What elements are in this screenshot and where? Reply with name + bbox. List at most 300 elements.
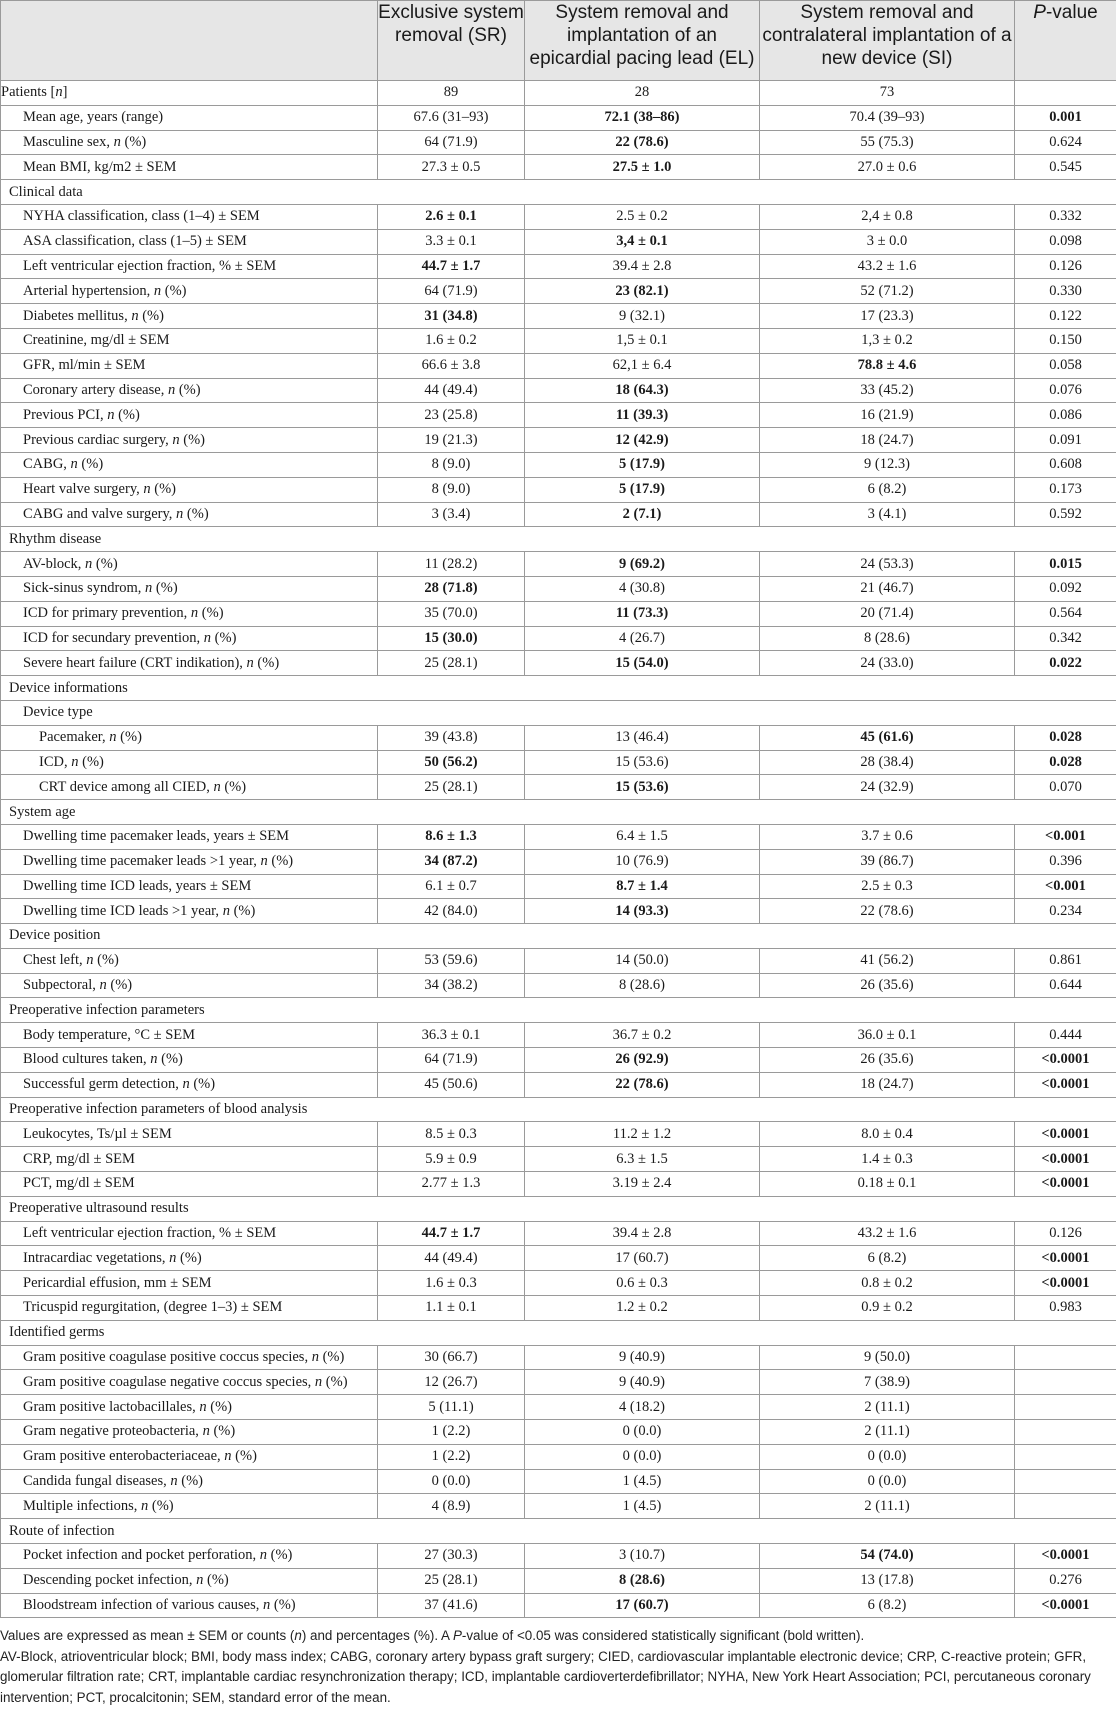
row-label-suffix: (%) (175, 381, 201, 398)
row-label-suffix: (%) (189, 1076, 216, 1093)
value-cell-si: 1,3 ± 0.2 (760, 328, 1015, 353)
value-cell-el: 28 (525, 81, 760, 106)
row-label-text: Dwelling time pacemaker leads, years ± SEM (23, 828, 290, 845)
row-label-suffix: ] (62, 84, 68, 101)
p-value-cell: 0.608 (1015, 452, 1116, 477)
footnote-text: Values are expressed as mean ± SEM or counts ( (0, 1628, 295, 1643)
table-row (1, 1271, 1116, 1296)
row-label-suffix: (%) (92, 555, 118, 572)
row-label-text: Body temperature, °C ± SEM (23, 1026, 196, 1043)
row-label-text: Mean BMI, kg/m2 ± SEM (23, 158, 177, 175)
value-cell-sr: 64 (71.9) (378, 1048, 525, 1073)
value-cell-el: 4 (18.2) (525, 1395, 760, 1420)
value-cell-el: 11.2 ± 1.2 (525, 1122, 760, 1147)
value-cell-sr: 2.77 ± 1.3 (378, 1172, 525, 1197)
value-cell-si: 26 (35.6) (760, 1048, 1015, 1073)
p-value-cell (1015, 1345, 1116, 1370)
row-label-text: Gram positive lactobacillales, (23, 1398, 200, 1415)
value-cell-sr: 34 (38.2) (378, 973, 525, 998)
p-value-cell: 0.592 (1015, 502, 1116, 527)
row-label (1, 1172, 378, 1197)
row-label (1, 477, 378, 502)
row-label-suffix: (%) (179, 431, 206, 448)
row-label-italic: n (311, 1349, 319, 1366)
table-row (1, 750, 1116, 775)
value-cell-si: 78.8 ± 4.6 (760, 353, 1015, 378)
row-label-text: Arterial hypertension, (23, 282, 154, 299)
value-cell-si: 3 ± 0.0 (760, 229, 1015, 254)
table-row (1, 254, 1116, 279)
row-label-italic: n (246, 654, 254, 671)
value-cell-el: 1 (4.5) (525, 1494, 760, 1519)
row-label-italic: n (176, 505, 184, 522)
value-cell-sr: 45 (50.6) (378, 1072, 525, 1097)
footnote-p: P (452, 1628, 462, 1643)
value-cell-el: 11 (73.3) (525, 601, 760, 626)
p-value-cell: <0.0001 (1015, 1072, 1116, 1097)
table-row (1, 948, 1116, 973)
table-row (1, 1494, 1116, 1519)
row-label (1, 725, 378, 750)
table-footnote (0, 1626, 1110, 1708)
row-label (1, 452, 378, 477)
value-cell-si: 2 (11.1) (760, 1420, 1015, 1445)
value-cell-el: 2 (7.1) (525, 502, 760, 527)
table-row (1, 1395, 1116, 1420)
row-label-italic: n (85, 555, 93, 572)
value-cell-el: 5 (17.9) (525, 452, 760, 477)
value-cell-sr: 42 (84.0) (378, 899, 525, 924)
section-label: Identified germs (1, 1320, 1116, 1345)
value-cell-si: 16 (21.9) (760, 403, 1015, 428)
value-cell-sr: 1.6 ± 0.2 (378, 328, 525, 353)
value-cell-el: 15 (54.0) (525, 651, 760, 676)
row-label-text: CABG and valve surgery, (23, 505, 177, 522)
row-label-italic: n (203, 629, 212, 646)
table-row (1, 1246, 1116, 1271)
row-label-italic: n (199, 1398, 207, 1415)
value-cell-si: 33 (45.2) (760, 378, 1015, 403)
value-cell-sr: 5 (11.1) (378, 1395, 525, 1420)
table-row (1, 1444, 1116, 1469)
row-label-suffix: (%) (138, 307, 164, 324)
row-label-suffix: (%) (267, 853, 294, 870)
row-label-suffix: (%) (150, 481, 177, 498)
value-cell-sr: 50 (56.2) (378, 750, 525, 775)
row-label (1, 1122, 378, 1147)
value-cell-si: 2.5 ± 0.3 (760, 874, 1015, 899)
row-label-italic: n (71, 753, 79, 770)
row-label-italic: n (213, 778, 221, 795)
table-row (1, 1221, 1116, 1246)
row-label-text: CRT device among all CIED, (39, 778, 214, 795)
value-cell-si: 45 (61.6) (760, 725, 1015, 750)
table-row (1, 279, 1116, 304)
value-cell-el: 12 (42.9) (525, 428, 760, 453)
p-value-cell: <0.0001 (1015, 1048, 1116, 1073)
table-row (1, 552, 1116, 577)
value-cell-si: 3.7 ± 0.6 (760, 824, 1015, 849)
row-label-text: PCT, mg/dl ± SEM (23, 1175, 135, 1192)
value-cell-sr: 8.6 ± 1.3 (378, 824, 525, 849)
row-label (1, 502, 378, 527)
row-label-text: Coronary artery disease, (23, 381, 168, 398)
p-value-cell: 0.086 (1015, 403, 1116, 428)
value-cell-si: 2 (11.1) (760, 1494, 1015, 1519)
p-value-cell: 0.126 (1015, 1221, 1116, 1246)
row-label (1, 304, 378, 329)
value-cell-sr: 25 (28.1) (378, 651, 525, 676)
value-cell-si: 20 (71.4) (760, 601, 1015, 626)
table-row (1, 874, 1116, 899)
value-cell-sr: 3.3 ± 0.1 (378, 229, 525, 254)
row-label-text: Subpectoral, (23, 977, 100, 994)
table-row (1, 229, 1116, 254)
value-cell-sr: 34 (87.2) (378, 849, 525, 874)
p-value-cell: <0.0001 (1015, 1593, 1116, 1618)
section-label: Route of infection (1, 1519, 1116, 1544)
p-value-cell (1015, 1370, 1116, 1395)
row-label (1, 1023, 378, 1048)
p-value-cell: 0.028 (1015, 750, 1116, 775)
header-el: System removal and implantation of an epicardial pacing lead (EL) (525, 1, 760, 81)
value-cell-si: 0.8 ± 0.2 (760, 1271, 1015, 1296)
value-cell-el: 17 (60.7) (525, 1593, 760, 1618)
row-label-text: Previous cardiac surgery, (23, 431, 173, 448)
value-cell-si: 22 (78.6) (760, 899, 1015, 924)
value-cell-el: 2.5 ± 0.2 (525, 204, 760, 229)
value-cell-sr: 8 (9.0) (378, 477, 525, 502)
row-label-suffix: (%) (93, 952, 119, 969)
section-row (1, 1519, 1116, 1544)
value-cell-si: 1.4 ± 0.3 (760, 1147, 1015, 1172)
p-value-cell (1015, 1395, 1116, 1420)
row-label (1, 948, 378, 973)
row-label-suffix: (%) (270, 1597, 296, 1613)
row-label-text: Pocket infection and pocket perforation, (23, 1547, 260, 1564)
table-row (1, 626, 1116, 651)
row-label-italic: n (202, 1423, 210, 1440)
row-label (1, 353, 378, 378)
value-cell-el: 8 (28.6) (525, 1568, 760, 1593)
table-row (1, 576, 1116, 601)
value-cell-si: 7 (38.9) (760, 1370, 1015, 1395)
row-label-suffix: (%) (231, 1448, 257, 1465)
row-label-text: Dwelling time pacemaker leads >1 year, (23, 853, 261, 870)
value-cell-si: 24 (53.3) (760, 552, 1015, 577)
row-label (1, 1544, 378, 1569)
value-cell-sr: 25 (28.1) (378, 1568, 525, 1593)
row-label (1, 1296, 378, 1321)
value-cell-sr: 37 (41.6) (378, 1593, 525, 1618)
row-label (1, 750, 378, 775)
section-row (1, 1196, 1116, 1221)
value-cell-si: 9 (50.0) (760, 1345, 1015, 1370)
section-row (1, 676, 1116, 701)
value-cell-si: 3 (4.1) (760, 502, 1015, 527)
value-cell-el: 39.4 ± 2.8 (525, 1221, 760, 1246)
value-cell-el: 5 (17.9) (525, 477, 760, 502)
table-row (1, 1172, 1116, 1197)
row-label-suffix: (%) (114, 406, 140, 423)
value-cell-si: 13 (17.8) (760, 1568, 1015, 1593)
value-cell-si: 0.9 ± 0.2 (760, 1296, 1015, 1321)
row-label-text: Gram positive enterobacteriaceae, (23, 1448, 225, 1465)
table-row (1, 1072, 1116, 1097)
row-label-suffix: (%) (211, 629, 237, 646)
p-value-cell: 0.330 (1015, 279, 1116, 304)
value-cell-el: 23 (82.1) (525, 279, 760, 304)
subsection-label: Device type (1, 700, 1116, 725)
row-label-text: Dwelling time ICD leads >1 year, (23, 902, 223, 919)
value-cell-sr: 28 (71.8) (378, 576, 525, 601)
table-row (1, 973, 1116, 998)
table-row (1, 1147, 1116, 1172)
row-label-suffix: (%) (198, 605, 224, 622)
section-row (1, 998, 1116, 1023)
p-value-cell: <0.0001 (1015, 1147, 1116, 1172)
value-cell-si: 26 (35.6) (760, 973, 1015, 998)
row-label (1, 899, 378, 924)
row-label-suffix: (%) (161, 282, 187, 299)
row-label-italic: n (150, 1051, 158, 1068)
value-cell-si: 28 (38.4) (760, 750, 1015, 775)
row-label-text: Severe heart failure (CRT indikation), (23, 654, 247, 671)
table-row (1, 130, 1116, 155)
value-cell-el: 10 (76.9) (525, 849, 760, 874)
value-cell-el: 17 (60.7) (525, 1246, 760, 1271)
row-label (1, 824, 378, 849)
p-value-cell: 0.150 (1015, 328, 1116, 353)
row-label (1, 1395, 378, 1420)
section-row (1, 1320, 1116, 1345)
value-cell-sr: 36.3 ± 0.1 (378, 1023, 525, 1048)
row-label (1, 204, 378, 229)
p-value-cell: 0.058 (1015, 353, 1116, 378)
value-cell-si: 27.0 ± 0.6 (760, 155, 1015, 180)
row-label (1, 552, 378, 577)
p-value-cell: 0.098 (1015, 229, 1116, 254)
value-cell-sr: 8.5 ± 0.3 (378, 1122, 525, 1147)
value-cell-si: 24 (32.9) (760, 775, 1015, 800)
row-label (1, 651, 378, 676)
value-cell-sr: 30 (66.7) (378, 1345, 525, 1370)
value-cell-el: 14 (93.3) (525, 899, 760, 924)
table-row (1, 775, 1116, 800)
row-label-text: ICD, (39, 753, 72, 770)
section-row (1, 527, 1116, 552)
value-cell-si: 73 (760, 81, 1015, 106)
value-cell-sr: 15 (30.0) (378, 626, 525, 651)
value-cell-el: 22 (78.6) (525, 1072, 760, 1097)
table-row (1, 651, 1116, 676)
value-cell-si: 0 (0.0) (760, 1469, 1015, 1494)
value-cell-si: 52 (71.2) (760, 279, 1015, 304)
table-row (1, 1345, 1116, 1370)
row-label-text: ICD for primary prevention, (23, 605, 191, 622)
row-label-italic: n (224, 1448, 232, 1465)
value-cell-el: 15 (53.6) (525, 750, 760, 775)
row-label-italic: n (190, 605, 199, 622)
row-label (1, 849, 378, 874)
row-label (1, 973, 378, 998)
row-label (1, 1072, 378, 1097)
value-cell-el: 36.7 ± 0.2 (525, 1023, 760, 1048)
value-cell-el: 8.7 ± 1.4 (525, 874, 760, 899)
table-row (1, 155, 1116, 180)
row-label-suffix: (%) (253, 654, 280, 671)
table-row (1, 1544, 1116, 1569)
row-label (1, 1271, 378, 1296)
table-row (1, 204, 1116, 229)
table-row (1, 1420, 1116, 1445)
value-cell-el: 11 (39.3) (525, 403, 760, 428)
p-value-cell: 0.122 (1015, 304, 1116, 329)
value-cell-si: 39 (86.7) (760, 849, 1015, 874)
p-value-cell: 0.396 (1015, 849, 1116, 874)
value-cell-sr: 2.6 ± 0.1 (378, 204, 525, 229)
value-cell-sr: 4 (8.9) (378, 1494, 525, 1519)
value-cell-si: 21 (46.7) (760, 576, 1015, 601)
row-label-text: Previous PCI, (23, 406, 108, 423)
p-value-cell: 0.028 (1015, 725, 1116, 750)
value-cell-el: 0.6 ± 0.3 (525, 1271, 760, 1296)
row-label-text: Dwelling time ICD leads, years ± SEM (23, 877, 252, 894)
row-label (1, 775, 378, 800)
row-label-suffix: (%) (120, 133, 147, 150)
p-value-cell: 0.624 (1015, 130, 1116, 155)
row-label (1, 1469, 378, 1494)
table-row (1, 899, 1116, 924)
footnote-line-1 (0, 1626, 1110, 1647)
p-value-cell: 0.070 (1015, 775, 1116, 800)
table-row (1, 1122, 1116, 1147)
p-value-cell: <0.0001 (1015, 1544, 1116, 1569)
row-label-text: Blood cultures taken, (23, 1051, 151, 1068)
row-label-italic: n (167, 381, 176, 398)
p-value-cell: 0.332 (1015, 204, 1116, 229)
row-label-italic: n (172, 431, 180, 448)
footnote-text: ) and percentages (%). A (301, 1628, 453, 1643)
row-label-italic: n (182, 1076, 190, 1093)
p-value-cell: 0.126 (1015, 254, 1116, 279)
value-cell-el: 22 (78.6) (525, 130, 760, 155)
value-cell-el: 0 (0.0) (525, 1420, 760, 1445)
p-value-cell (1015, 1420, 1116, 1445)
value-cell-el: 62,1 ± 6.4 (525, 353, 760, 378)
p-value-cell: 0.564 (1015, 601, 1116, 626)
row-label-text: Creatinine, mg/dl ± SEM (23, 332, 170, 349)
value-cell-sr: 27 (30.3) (378, 1544, 525, 1569)
value-cell-el: 26 (92.9) (525, 1048, 760, 1073)
row-label-text: Gram positive coagulase positive coccus species, (23, 1349, 312, 1366)
value-cell-el: 27.5 ± 1.0 (525, 155, 760, 180)
row-label-text: Mean age, years (range) (23, 109, 164, 126)
row-label (1, 1593, 378, 1618)
row-label-italic: n (314, 1373, 323, 1390)
header-si: System removal and contralateral implantation of a new device (SI) (760, 1, 1015, 81)
row-label (1, 1221, 378, 1246)
row-label (1, 626, 378, 651)
row-label-suffix: (%) (209, 1423, 236, 1440)
p-value-cell: 0.234 (1015, 899, 1116, 924)
value-cell-si: 2,4 ± 0.8 (760, 204, 1015, 229)
table-row (1, 1469, 1116, 1494)
value-cell-si: 6 (8.2) (760, 1246, 1015, 1271)
value-cell-sr: 44.7 ± 1.7 (378, 1221, 525, 1246)
p-value-cell: 0.076 (1015, 378, 1116, 403)
value-cell-sr: 64 (71.9) (378, 130, 525, 155)
p-value-cell: 0.342 (1015, 626, 1116, 651)
row-label-suffix: (%) (106, 977, 133, 994)
row-label-text: CABG, (23, 456, 71, 473)
value-cell-sr: 0 (0.0) (378, 1469, 525, 1494)
row-label-text: Chest left, (23, 952, 87, 969)
table-row (1, 304, 1116, 329)
row-label-text: Intracardiac vegetations, (23, 1249, 170, 1266)
value-cell-el: 3,4 ± 0.1 (525, 229, 760, 254)
row-label-text: Heart valve surgery, (23, 481, 144, 498)
p-value-cell: <0.0001 (1015, 1246, 1116, 1271)
row-label-suffix: (%) (220, 778, 247, 795)
row-label-text: Candida fungal diseases, (23, 1473, 171, 1490)
row-label-italic: n (222, 902, 230, 919)
header-row (1, 1, 1116, 81)
row-label-italic: n (145, 580, 153, 597)
value-cell-el: 39.4 ± 2.8 (525, 254, 760, 279)
value-cell-si: 43.2 ± 1.6 (760, 1221, 1015, 1246)
row-label (1, 1147, 378, 1172)
table-row (1, 502, 1116, 527)
value-cell-si: 18 (24.7) (760, 1072, 1015, 1097)
row-label-text: Sick-sinus syndrom, (23, 580, 146, 597)
row-label (1, 81, 378, 106)
p-value-cell: 0.092 (1015, 576, 1116, 601)
value-cell-el: 0 (0.0) (525, 1444, 760, 1469)
p-value-cell: 0.861 (1015, 948, 1116, 973)
row-label-suffix: (%) (78, 753, 104, 770)
value-cell-el: 6.4 ± 1.5 (525, 824, 760, 849)
section-row (1, 180, 1116, 205)
value-cell-el: 9 (69.2) (525, 552, 760, 577)
table-row (1, 1023, 1116, 1048)
value-cell-si: 18 (24.7) (760, 428, 1015, 453)
p-value-cell (1015, 1494, 1116, 1519)
row-label-italic: n (263, 1597, 271, 1613)
row-label-text: Multiple infections, (23, 1497, 141, 1514)
value-cell-si: 41 (56.2) (760, 948, 1015, 973)
value-cell-si: 9 (12.3) (760, 452, 1015, 477)
value-cell-el: 4 (26.7) (525, 626, 760, 651)
row-label-text: Successful germ detection, (23, 1076, 183, 1093)
p-value-cell: 0.001 (1015, 105, 1116, 130)
value-cell-el: 1,5 ± 0.1 (525, 328, 760, 353)
value-cell-sr: 1.6 ± 0.3 (378, 1271, 525, 1296)
value-cell-el: 1 (4.5) (525, 1469, 760, 1494)
table-row (1, 1296, 1116, 1321)
value-cell-sr: 3 (3.4) (378, 502, 525, 527)
value-cell-sr: 12 (26.7) (378, 1370, 525, 1395)
row-label (1, 279, 378, 304)
row-label-text: Descending pocket infection, (23, 1572, 197, 1589)
value-cell-el: 15 (53.6) (525, 775, 760, 800)
row-label-text: CRP, mg/dl ± SEM (23, 1150, 135, 1167)
p-value-cell: 0.015 (1015, 552, 1116, 577)
header-p-rest: -value (1045, 2, 1098, 23)
value-cell-el: 13 (46.4) (525, 725, 760, 750)
value-cell-sr: 25 (28.1) (378, 775, 525, 800)
row-label-suffix: (%) (176, 1249, 202, 1266)
